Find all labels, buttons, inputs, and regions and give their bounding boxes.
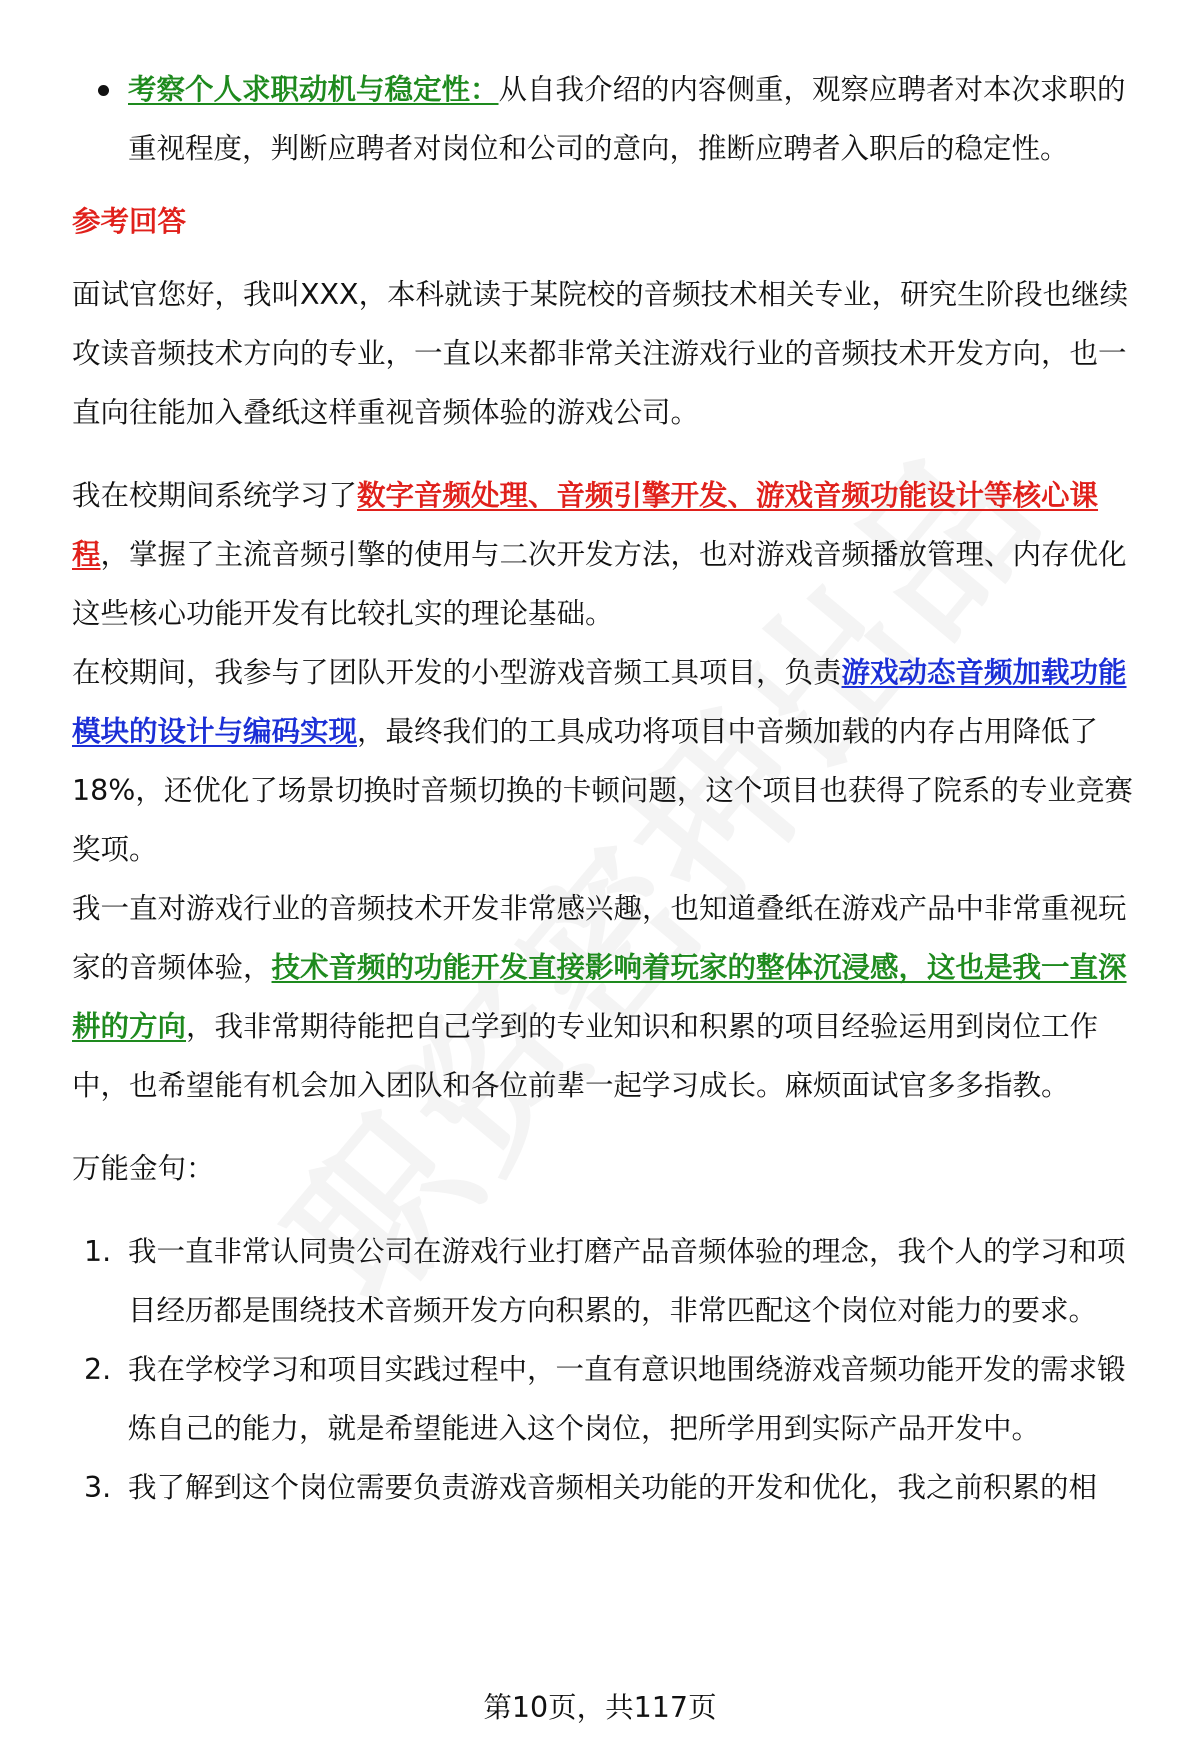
list-item-text: 我一直非常认同贵公司在游戏行业打磨产品音频体验的理念，我个人的学习和项目经历都是围绕技术音频开发方向积累的，非常匹配这个岗位对能力的要求。 [128,1235,1126,1327]
bullet-dot-icon [98,85,109,96]
paragraph-courses [72,466,1152,643]
list-item-text: 我了解到这个岗位需要负责游戏音频相关功能的开发和优化，我之前积累的相 [128,1471,1098,1504]
list-item-number: 2. [84,1353,112,1386]
golden-sentences-list [72,1222,1152,1517]
list-item [72,1222,1152,1340]
reference-answer-heading: 参考回答 [72,205,187,238]
project-text-after: ，最终我们的工具成功将项目中音频加载的内存占用降低了18%，还优化了场景切换时音频切换的卡顿问题，这个项目也获得了院系的专业竞赛奖项。 [72,715,1133,866]
courses-text-before: 我在校期间系统学习了 [72,479,358,512]
project-highlight: 游戏动态音频加载功能模块的设计与编码实现 [72,656,1127,748]
list-item-number: 3. [84,1471,112,1504]
paragraph-intro: 面试官您好，我叫XXX，本科就读于某院校的音频技术相关专业，研究生阶段也继续攻读音频技术方向的专业，一直以来都非常关注游戏行业的音频技术开发方向，也一直向往能加入叠纸这样重视音频体验的游戏公司。 [72,278,1129,429]
bullet-text: 从自我介绍的内容侧重，观察应聘者对本次求职的重视程度，判断应聘者对岗位和公司的意向，推断应聘者入职后的稳定性。 [128,73,1126,165]
paragraph-project [72,643,1152,879]
list-item-number: 1. [84,1235,112,1268]
courses-text-after: ，掌握了主流音频引擎的使用与二次开发方法，也对游戏音频播放管理、内存优化这些核心功能开发有比较扎实的理论基础。 [72,538,1127,630]
golden-sentences-heading: 万能金句： [72,1152,215,1185]
motivation-highlight: 技术音频的功能开发直接影响着玩家的整体沉浸感，这也是我一直深耕的方向 [72,951,1127,1043]
bullet-paragraph [128,60,1152,178]
list-item [72,1340,1152,1458]
page-content [72,60,1152,1517]
page-number-footer: 第10页，共117页 [0,1688,1200,1728]
paragraph-motivation [72,879,1152,1115]
project-text-before: 在校期间，我参与了团队开发的小型游戏音频工具项目，负责 [72,656,842,689]
bullet-label: 考察个人求职动机与稳定性： [128,73,499,106]
motivation-text-before: 我一直对游戏行业的音频技术开发非常感兴趣，也知道叠纸在游戏产品中非常重视玩家的音频体验， [72,892,1127,984]
courses-highlight: 数字音频处理、音频引擎开发、游戏音频功能设计等核心课程 [72,479,1099,571]
list-item [72,1458,1152,1517]
list-item-text: 我在学校学习和项目实践过程中，一直有意识地围绕游戏音频功能开发的需求锻炼自己的能力，就是希望能进入这个岗位，把所学用到实际产品开发中。 [128,1353,1126,1445]
bullet-item-motivation [72,60,1152,178]
motivation-text-after: ，我非常期待能把自己学到的专业知识和积累的项目经验运用到岗位工作中，也希望能有机会加入团队和各位前辈一起学习成长。麻烦面试官多多指教。 [72,1010,1099,1102]
